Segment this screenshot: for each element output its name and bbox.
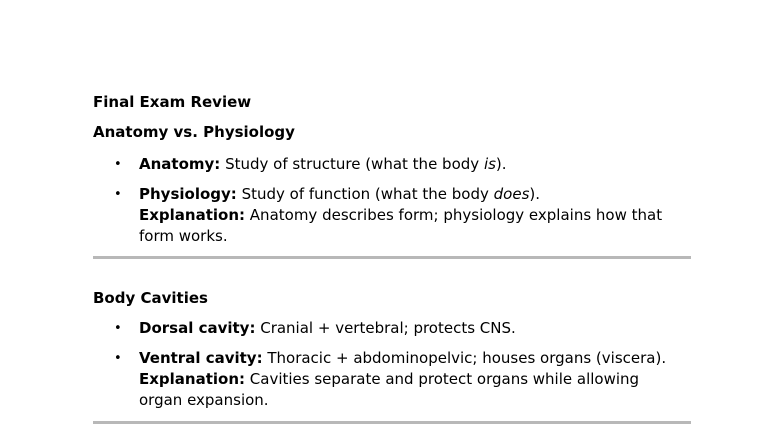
physiology-explanation-line-1 bbox=[139, 205, 693, 226]
section-divider bbox=[93, 421, 691, 424]
anatomy-definition-end: ). bbox=[495, 155, 507, 173]
ventral-explanation-line-1 bbox=[139, 369, 693, 390]
section-heading-anatomy-vs-physiology: Anatomy vs. Physiology bbox=[93, 123, 295, 141]
explanation-text: Cavities separate and protect organs while allowing bbox=[245, 370, 640, 388]
list-item-dorsal-cavity bbox=[93, 318, 693, 339]
term-physiology: Physiology: bbox=[139, 185, 237, 203]
physiology-definition-end: ). bbox=[529, 185, 541, 203]
bullet-icon: • bbox=[114, 321, 122, 336]
physiology-emphasis: does bbox=[493, 185, 530, 203]
term-ventral-cavity: Ventral cavity: bbox=[139, 349, 263, 367]
explanation-label: Explanation: bbox=[139, 370, 246, 388]
section-divider bbox=[93, 256, 691, 259]
dorsal-definition: Cranial + vertebral; protects CNS. bbox=[255, 319, 516, 337]
anatomy-emphasis: is bbox=[483, 155, 496, 173]
physiology-explanation-line-2: form works. bbox=[139, 227, 228, 245]
section-heading-body-cavities: Body Cavities bbox=[93, 289, 208, 307]
physiology-line bbox=[139, 184, 693, 205]
bullet-icon: • bbox=[114, 157, 122, 172]
bullet-icon: • bbox=[114, 187, 122, 202]
list-item-physiology bbox=[93, 184, 693, 247]
anatomy-line bbox=[139, 154, 693, 175]
explanation-text: Anatomy describes form; physiology explains how that bbox=[245, 206, 663, 224]
ventral-definition: Thoracic + abdominopelvic; houses organs (viscera). bbox=[262, 349, 667, 367]
explanation-label: Explanation: bbox=[139, 206, 246, 224]
anatomy-physiology-list bbox=[93, 154, 693, 247]
ventral-line bbox=[139, 348, 693, 369]
anatomy-definition-start: Study of structure (what the body bbox=[220, 155, 484, 173]
term-anatomy: Anatomy: bbox=[139, 155, 221, 173]
body-cavities-list bbox=[93, 318, 693, 411]
document-title: Final Exam Review bbox=[93, 93, 252, 111]
list-item-ventral-cavity bbox=[93, 348, 693, 411]
term-dorsal-cavity: Dorsal cavity: bbox=[139, 319, 256, 337]
bullet-icon: • bbox=[114, 351, 122, 366]
list-item-anatomy bbox=[93, 154, 693, 175]
physiology-definition-start: Study of function (what the body bbox=[236, 185, 494, 203]
ventral-explanation-line-2: organ expansion. bbox=[139, 391, 269, 409]
dorsal-line bbox=[139, 318, 693, 339]
